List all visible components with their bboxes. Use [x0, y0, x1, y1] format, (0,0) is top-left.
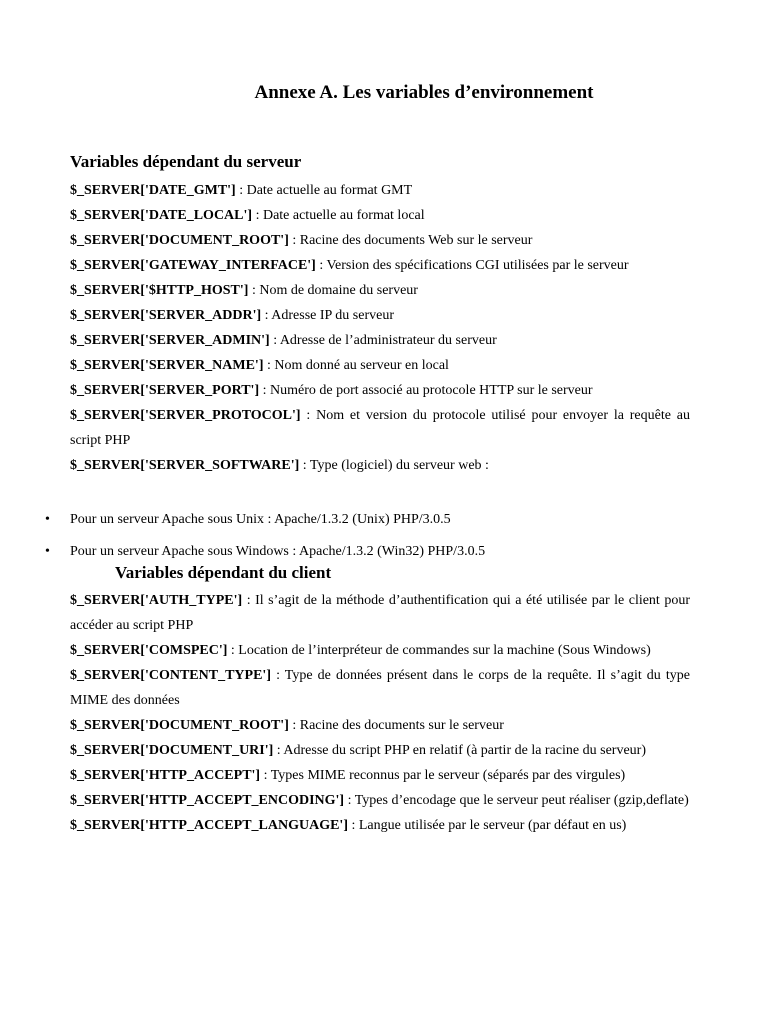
list-item	[0, 539, 768, 564]
variable-entry	[70, 228, 690, 253]
server-variables-list	[70, 178, 690, 478]
variable-entry	[70, 713, 690, 738]
variable-entry	[70, 253, 690, 278]
list-item	[0, 507, 768, 532]
variable-key: $_SERVER['SERVER_PORT']	[70, 383, 260, 398]
variable-entry	[70, 813, 690, 838]
variable-entry	[70, 588, 690, 638]
list-item-text: Pour un serveur Apache sous Unix : Apache/1.3.2 (Unix) PHP/3.0.5	[70, 512, 451, 527]
variable-key: $_SERVER['HTTP_ACCEPT_ENCODING']	[70, 793, 345, 808]
variable-key: $_SERVER['DATE_GMT']	[70, 183, 236, 198]
variable-description: : Adresse IP du serveur	[261, 308, 394, 323]
variable-description: : Il s’agit de la méthode d’authentification qui a été utilisée par le client pour accéder au script PHP	[70, 593, 690, 633]
variable-description: : Nom et version du protocole utilisé pour envoyer la requête au script PHP	[70, 408, 690, 448]
variable-entry	[70, 738, 690, 763]
variable-entry	[70, 178, 690, 203]
variable-description: : Location de l’interpréteur de commandes sur la machine (Sous Windows)	[227, 643, 651, 658]
client-section-heading: Variables dépendant du client	[115, 563, 332, 582]
variable-description: : Date actuelle au format local	[252, 208, 425, 223]
variable-description: : Types MIME reconnus par le serveur (séparés par des virgules)	[260, 768, 626, 783]
variable-description: : Racine des documents Web sur le serveur	[288, 233, 533, 248]
variable-description: : Nom donné au serveur en local	[263, 358, 449, 373]
variable-entry	[70, 638, 690, 663]
variable-description: : Version des spécifications CGI utilisées par le serveur	[315, 258, 629, 273]
variable-entry	[70, 788, 690, 813]
variable-entry	[70, 278, 690, 303]
variable-key: $_SERVER['COMSPEC']	[70, 643, 228, 658]
variable-entry	[70, 353, 690, 378]
variable-key: $_SERVER['SERVER_ADDR']	[70, 308, 262, 323]
variable-key: $_SERVER['DOCUMENT_ROOT']	[70, 718, 289, 733]
variable-key: $_SERVER['$HTTP_HOST']	[70, 283, 249, 298]
variable-entry	[70, 328, 690, 353]
variable-key: $_SERVER['HTTP_ACCEPT']	[70, 768, 261, 783]
variable-key: $_SERVER['SERVER_ADMIN']	[70, 333, 270, 348]
variable-description: : Langue utilisée par le serveur (par défaut en us)	[347, 818, 627, 833]
variable-description: : Adresse du script PHP en relatif (à partir de la racine du serveur)	[273, 743, 646, 758]
server-section-heading: Variables dépendant du serveur	[70, 152, 302, 171]
variable-key: $_SERVER['CONTENT_TYPE']	[70, 668, 271, 683]
variable-description: : Types d’encodage que le serveur peut réaliser (gzip,deflate)	[344, 793, 689, 808]
variable-entry	[70, 303, 690, 328]
variable-key: $_SERVER['AUTH_TYPE']	[70, 593, 243, 608]
variable-key: $_SERVER['DOCUMENT_ROOT']	[70, 233, 289, 248]
variable-key: $_SERVER['DOCUMENT_URI']	[70, 743, 274, 758]
variable-key: $_SERVER['SERVER_NAME']	[70, 358, 264, 373]
bullet-icon: •	[45, 512, 50, 527]
variable-description: : Type de données présent dans le corps de la requête. Il s’agit du type MIME des données	[70, 668, 690, 708]
client-variables-list	[70, 588, 690, 838]
bullet-icon: •	[45, 544, 50, 559]
variable-entry	[70, 378, 690, 403]
variable-key: $_SERVER['HTTP_ACCEPT_LANGUAGE']	[70, 818, 348, 833]
variable-description: : Numéro de port associé au protocole HTTP sur le serveur	[259, 383, 593, 398]
variable-entry	[70, 203, 690, 228]
page-title: Annexe A. Les variables d’environnement	[254, 82, 594, 103]
variable-description: : Date actuelle au format GMT	[235, 183, 413, 198]
variable-key: $_SERVER['GATEWAY_INTERFACE']	[70, 258, 316, 273]
variable-key: $_SERVER['SERVER_PROTOCOL']	[70, 408, 301, 423]
variable-entry	[70, 453, 690, 478]
variable-entry	[70, 763, 690, 788]
variable-description: : Adresse de l’administrateur du serveur	[269, 333, 497, 348]
variable-description: : Nom de domaine du serveur	[248, 283, 418, 298]
variable-description: : Racine des documents sur le serveur	[288, 718, 504, 733]
variable-entry	[70, 403, 690, 453]
variable-entry	[70, 663, 690, 713]
server-software-examples	[0, 507, 768, 564]
variable-key: $_SERVER['DATE_LOCAL']	[70, 208, 253, 223]
variable-description: : Type (logiciel) du serveur web :	[299, 458, 489, 473]
variable-key: $_SERVER['SERVER_SOFTWARE']	[70, 458, 300, 473]
list-item-text: Pour un serveur Apache sous Windows : Apache/1.3.2 (Win32) PHP/3.0.5	[70, 544, 486, 559]
